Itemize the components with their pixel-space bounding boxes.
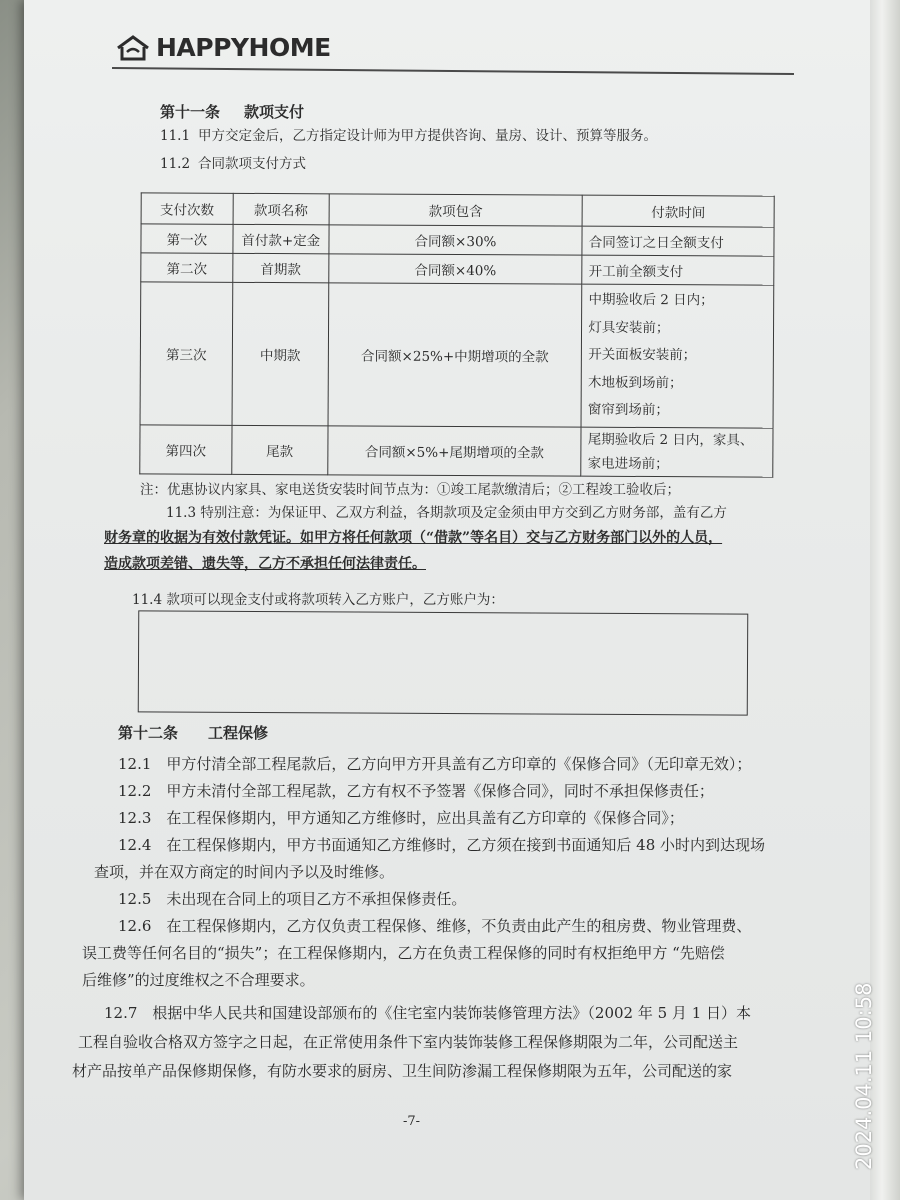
payment-time-line: 灯具安装前； xyxy=(588,319,670,336)
table-cell-multiline xyxy=(581,284,773,428)
clause-12-4: 12.4 在工程保修期内，甲方书面通知乙方维修时，乙方须在接到书面通知后 48 小时内到达现场 xyxy=(118,836,766,854)
clause-text: 甲方交定金后，乙方指定设计师为甲方提供咨询、量房、设计、预算等服务。 xyxy=(198,128,657,144)
house-logo-icon xyxy=(116,34,150,62)
table-cell: 合同额×30% xyxy=(329,225,583,255)
table-cell: 合同额×25%+中期增项的全款 xyxy=(328,283,582,427)
payment-time-line: 尾期验收后 2 日内，家具、 xyxy=(587,431,754,449)
table-row xyxy=(141,253,774,285)
clause-12-6-cont-2: 后维修”的过度维权之不合理要求。 xyxy=(82,971,315,989)
article-11-title xyxy=(160,101,304,122)
header-cell: 款项名称 xyxy=(233,193,329,225)
table-cell: 第二次 xyxy=(141,253,233,282)
payment-time-line: 开关面板安装前； xyxy=(588,346,697,364)
payment-time-line: 窗帘到场前； xyxy=(587,401,669,419)
table-cell: 首期款 xyxy=(233,253,329,283)
table-cell: 第一次 xyxy=(141,224,233,253)
table-cell-multiline xyxy=(581,427,773,477)
clause-11-3-line-2: 财务章的收据为有效付款凭证。如甲方将任何款项（“借款”等名目）交与乙方财务部门以外的人员， xyxy=(104,530,723,546)
clause-11-2 xyxy=(160,152,306,172)
clause-12-7-cont-1: 工程自验收合格双方签字之日起，在正常使用条件下室内装饰装修工程保修期限为二年，公司配送主 xyxy=(78,1033,739,1051)
table-header-row xyxy=(141,193,774,227)
clause-12-7-cont-2: 材产品按单产品保修期保修，有防水要求的厨房、卫生间防渗漏工程保修期限为五年，公司配送的家 xyxy=(72,1062,733,1080)
payment-time-line: 中期验收后 2 日内； xyxy=(588,291,714,309)
article-12-title xyxy=(118,722,268,743)
clause-text: 合同款项支付方式 xyxy=(198,156,306,172)
clause-11-3-line-1: 11.3 特别注意：为保证甲、乙双方利益，各期款项及定金须由甲方交到乙方财务部，盖有乙方 xyxy=(166,505,727,521)
clause-12-3: 12.3 在工程保修期内，甲方通知乙方维修时，应出具盖有乙方印章的《保修合同》； xyxy=(118,809,684,827)
table-cell: 合同额×5%+尾期增项的全款 xyxy=(327,425,581,475)
payment-table xyxy=(139,192,774,477)
photo-timestamp: 2024.04.11 10:58 xyxy=(852,982,876,1170)
table-cell: 第三次 xyxy=(140,282,233,425)
page-number: -7- xyxy=(403,1114,421,1129)
payment-time-line: 家电进场前； xyxy=(587,455,669,472)
table-row xyxy=(140,282,774,428)
payment-time-line: 木地板到场前； xyxy=(588,374,683,391)
clause-12-4-cont: 查项，并在双方商定的时间内予以及时维修。 xyxy=(94,863,395,881)
brand-name: HAPPYHOME xyxy=(156,33,331,62)
clause-number: 11.2 xyxy=(160,156,191,172)
clause-11-1 xyxy=(160,124,657,144)
table-cell: 首付款+定金 xyxy=(233,224,329,254)
clause-12-6: 12.6 在工程保修期内，乙方仅负责工程保修、维修，不负责由此产生的租房费、物业管理费、 xyxy=(118,917,752,935)
article-12-number: 第十二条 xyxy=(118,724,179,742)
table-cell: 合同额×40% xyxy=(328,254,582,284)
clause-number: 11.1 xyxy=(160,128,191,144)
header-cell: 款项包含 xyxy=(329,194,583,226)
table-cell: 尾款 xyxy=(232,425,328,475)
clause-12-6-cont-1: 误工费等任何名目的“损失”；在工程保修期内，乙方在负责工程保修的同时有权拒绝甲方 “先赔偿 xyxy=(82,944,725,962)
table-row xyxy=(140,424,773,476)
article-11-number: 第十一条 xyxy=(160,103,221,121)
brand-logo xyxy=(116,33,331,62)
table-cell: 开工前全额支付 xyxy=(582,255,774,285)
article-11-heading: 款项支付 xyxy=(244,103,305,121)
header-cell: 支付次数 xyxy=(141,193,233,224)
header-cell: 付款时间 xyxy=(582,195,774,227)
account-number-box xyxy=(138,610,749,715)
clause-11-4: 11.4 款项可以现金支付或将款项转入乙方账户，乙方账户为： xyxy=(132,592,504,608)
table-row xyxy=(141,224,774,256)
article-12-heading: 工程保修 xyxy=(208,724,269,742)
table-note: 注：优惠协议内家具、家电送货安装时间节点为：①竣工尾款缴清后；②工程竣工验收后； xyxy=(140,482,680,498)
clause-12-7: 12.7 根据中华人民共和国建设部颁布的《住宅室内装饰装修管理方法》（2002 年 5 月 1 日）本 xyxy=(104,1004,752,1022)
clause-11-3-line-3: 造成款项差错、遗失等，乙方不承担任何法律责任。 xyxy=(104,556,426,572)
table-cell: 合同签订之日全额支付 xyxy=(582,226,774,256)
table-cell: 第四次 xyxy=(140,424,232,473)
clause-12-5: 12.5 未出现在合同上的项目乙方不承担保修责任。 xyxy=(118,890,467,908)
clause-12-2: 12.2 甲方未清付全部工程尾款，乙方有权不予签署《保修合同》，同时不承担保修责任； xyxy=(118,782,714,800)
table-cell: 中期款 xyxy=(232,282,329,425)
clause-12-1: 12.1 甲方付清全部工程尾款后，乙方向甲方开具盖有乙方印章的《保修合同》（无印章无效）； xyxy=(118,755,752,773)
